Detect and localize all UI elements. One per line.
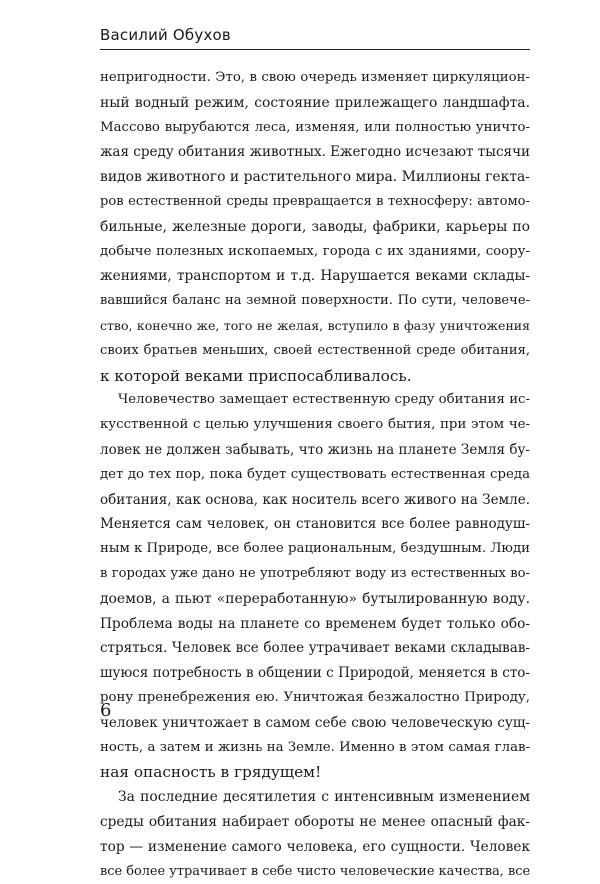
text-line: кусственной с целью улучшения своего бытия, при этом че- — [100, 413, 530, 438]
text-line: жая среду обитания животных. Ежегодно исчезают тысячи — [100, 140, 530, 165]
page-number: 6 — [100, 700, 111, 721]
body-text — [100, 66, 530, 884]
text-line: человек уничтожает в самом себе свою человеческую сущ- — [100, 711, 530, 736]
text-line: Проблема воды на планете со временем будет только обо- — [100, 612, 530, 637]
text-line: ров естественной среды превращается в техносферу: автомо- — [100, 190, 530, 215]
text-line: Массово вырубаются леса, изменяя, или полностью уничто- — [100, 116, 530, 141]
text-line: шуюся потребность в общении с Природой, меняется в сто- — [100, 661, 530, 686]
text-line: вавшийся баланс на земной поверхности. По сути, человече- — [100, 289, 530, 314]
text-line: Меняется сам человек, он становится все более равнодуш- — [100, 512, 530, 537]
text-line: Человечество замещает естественную среду обитания ис- — [100, 388, 530, 413]
text-line: За последние десятилетия с интенсивным изменением — [100, 785, 530, 810]
text-line: рону пренебрежения ею. Уничтожая безжалостно Природу, — [100, 686, 530, 711]
text-line: видов животного и растительного мира. Миллионы гекта- — [100, 165, 530, 190]
text-line: ство, конечно же, того не желая, вступило в фазу уничтожения — [100, 314, 530, 339]
text-line: жениями, транспортом и т.д. Нарушается веками склады- — [100, 264, 530, 289]
text-line: непригодности. Это, в свою очередь изменяет циркуляцион- — [100, 66, 530, 91]
text-line: стряться. Человек все более утрачивает веками складывав- — [100, 636, 530, 661]
text-line: бильные, железные дороги, заводы, фабрики, карьеры по — [100, 215, 530, 240]
text-line: ность, а затем и жизнь на Земле. Именно в этом самая глав- — [100, 736, 530, 761]
paragraph-2 — [100, 388, 530, 785]
text-line: ным к Природе, все более рациональным, бездушным. Люди — [100, 537, 530, 562]
text-line: доемов, а пьют «переработанную» бутылированную воду. — [100, 587, 530, 612]
text-line: дет до тех пор, пока будет существовать естественная среда — [100, 463, 530, 488]
text-line: тор — изменение самого человека, его сущности. Человек — [100, 835, 530, 860]
text-line: все более утрачивает в себе чисто человеческие качества, все — [100, 860, 530, 884]
header-rule — [100, 49, 530, 50]
running-head-author: Василий Обухов — [100, 26, 231, 44]
text-line: среды обитания набирает обороты не менее опасный фак- — [100, 810, 530, 835]
text-line: ный водный режим, состояние прилежащего ландшафта. — [100, 91, 530, 116]
text-line: ная опасность в грядущем! — [100, 760, 530, 785]
text-line: своих братьев меньших, своей естественной среде обитания, — [100, 339, 530, 364]
paragraph-3 — [100, 785, 530, 884]
text-line: в городах уже дано не употребляют воду из естественных во- — [100, 562, 530, 587]
text-line: ловек не должен забывать, что жизнь на планете Земля бу- — [100, 438, 530, 463]
text-line: добыче полезных ископаемых, города с их зданиями, соору- — [100, 240, 530, 265]
text-line: обитания, как основа, как носитель всего живого на Земле. — [100, 488, 530, 513]
text-line: к которой веками приспосабливалось. — [100, 364, 530, 389]
paragraph-1 — [100, 66, 530, 388]
